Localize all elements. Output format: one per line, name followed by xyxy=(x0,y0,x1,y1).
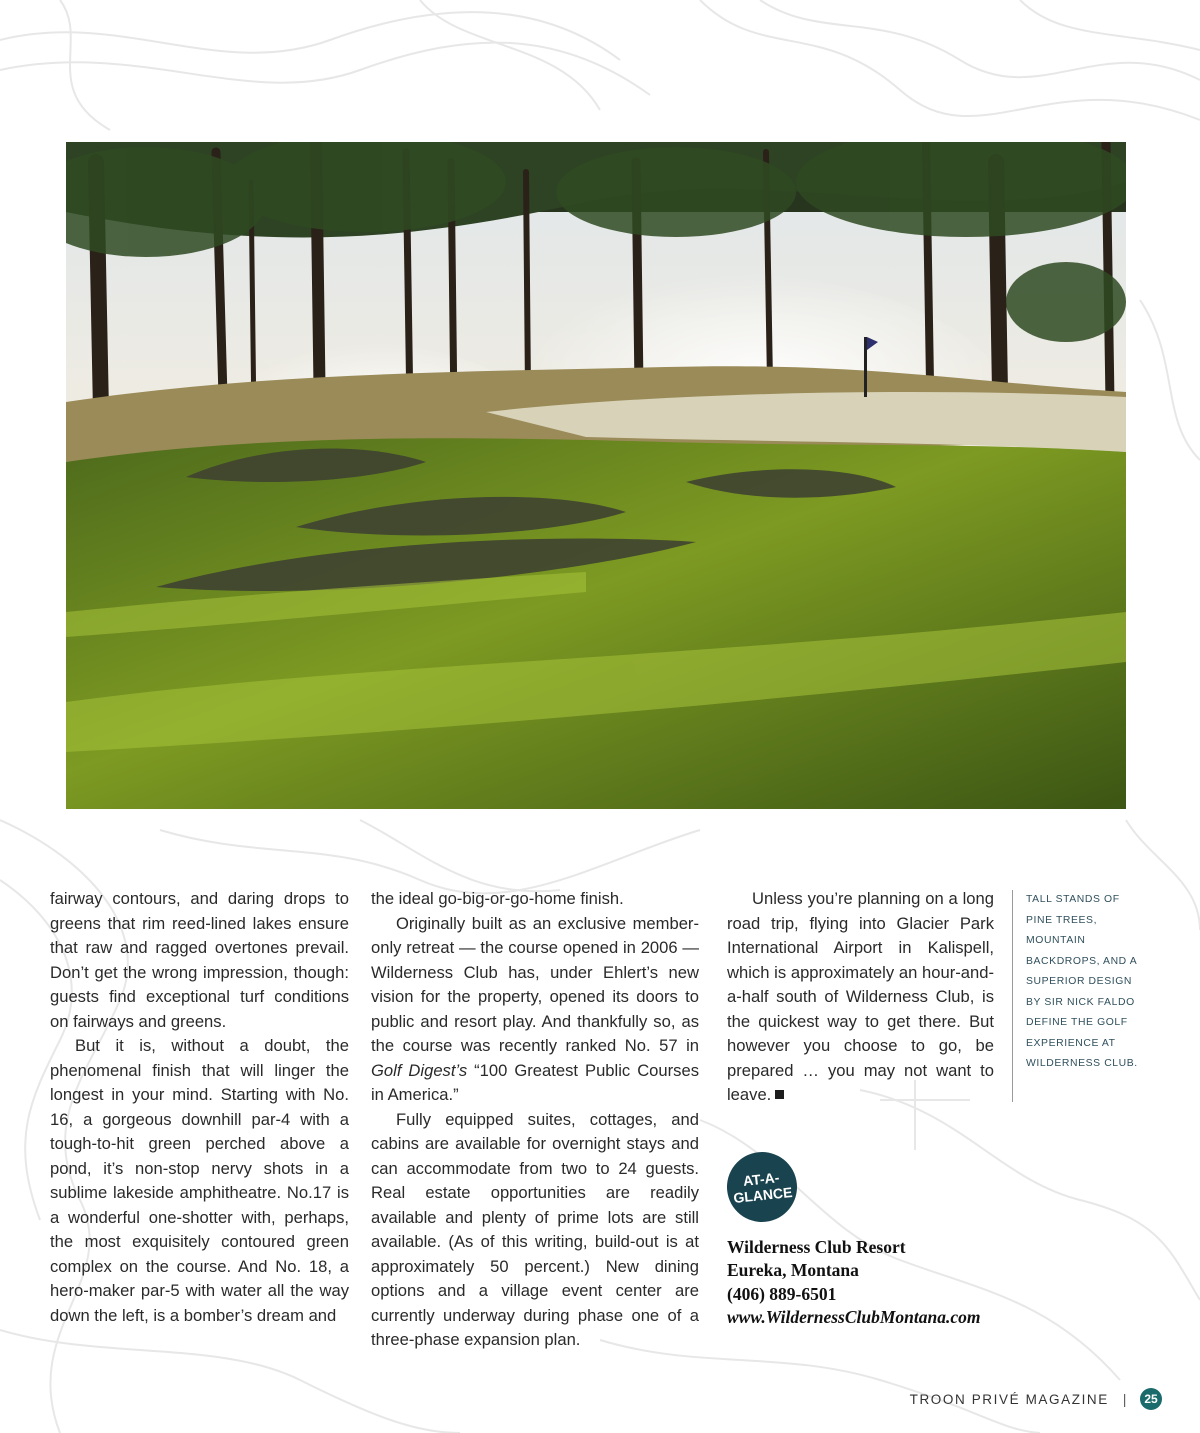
badge-line: AT-A- xyxy=(742,1169,781,1189)
resort-name: Wilderness Club Resort xyxy=(727,1237,906,1257)
article-paragraph: the ideal go-big-or-go-home finish. xyxy=(371,889,624,908)
text-span: Originally built as an exclusive member-only retreat — the course opened in 2006 —Wilderness Club has, under Ehlert’s new vision for the property, opened its doors to public and resort play. And thankfully so, as the course was recently ranked No. 57 in xyxy=(371,913,699,1055)
golf-course-photo xyxy=(66,142,1126,809)
article-paragraph: But it is, without a doubt, the phenomenal finish that will linger the longest in your mind. Starting with No. 16, a gorgeous downhill par-4 with a tough-to-hit green perched above a pond, it’s non-stop nervy shots in a sublime lakeside amphitheatre. No.17 is a wonderful one-shotter with, perhaps, the most exquisitely contoured green complex on the course. And No. 18, a hero-maker par-5 with water all the way down the left, is a bomber’s dream and xyxy=(50,1036,349,1325)
page-footer xyxy=(910,1388,1162,1410)
text-span: Unless you’re planning on a long road trip, flying into Glacier Park International Airport in Kalispell, which is approximately an hour-and-a-half south of Wilderness Club, is the quickest way to get there. But however you choose to go, be prepared … you may not want to leave. xyxy=(727,889,994,1104)
article-column-3 xyxy=(727,887,994,1108)
at-a-glance-details xyxy=(727,1236,1057,1329)
publication-title: Golf Digest’s xyxy=(371,1060,468,1080)
article-paragraph xyxy=(727,887,994,1108)
article-paragraph: fairway contours, and daring drops to greens that rim reed-lined lakes ensure that raw and ragged overtones prevail. Don’t get the wrong impression, though: guests find exceptional turf conditions on fairways and greens. xyxy=(50,889,349,1031)
resort-website-link[interactable]: www.WildernessClubMontana.com xyxy=(727,1306,981,1327)
magazine-name: TROON PRIVÉ MAGAZINE xyxy=(909,1391,1109,1407)
resort-location: Eureka, Montana xyxy=(727,1260,859,1281)
text-span: “100 Greatest Public Courses in America.” xyxy=(371,1060,699,1104)
resort-phone: (406) 889-6501 xyxy=(727,1283,837,1304)
end-of-article-mark xyxy=(775,1090,784,1099)
article-paragraph: Fully equipped suites, cottages, and cabins are available for overnight stays and can accommodate from two to 24 guests. Real estate opportunities are readily available and plenty of prime lots are still available. (As of this writing, build-out is at approximately 50 percent.) New dining options and a village event center are currently underway during phase one of a three-phase expansion plan. xyxy=(371,1109,699,1349)
photo-caption: TALL STANDS OF PINE TREES, MOUNTAIN BACKDROPS, AND A SUPERIOR DESIGN BY SIR NICK FALDO DEFINE THE GOLF EXPERIENCE AT WILDERNESS CLUB. xyxy=(1012,890,1146,1102)
article-column-1 xyxy=(50,887,349,1328)
badge-line: GLANCE xyxy=(732,1183,794,1207)
article-paragraph xyxy=(371,912,699,1108)
article-column-2 xyxy=(371,887,699,1353)
page-number: 25 xyxy=(1140,1388,1162,1410)
footer-separator: | xyxy=(1122,1391,1128,1407)
